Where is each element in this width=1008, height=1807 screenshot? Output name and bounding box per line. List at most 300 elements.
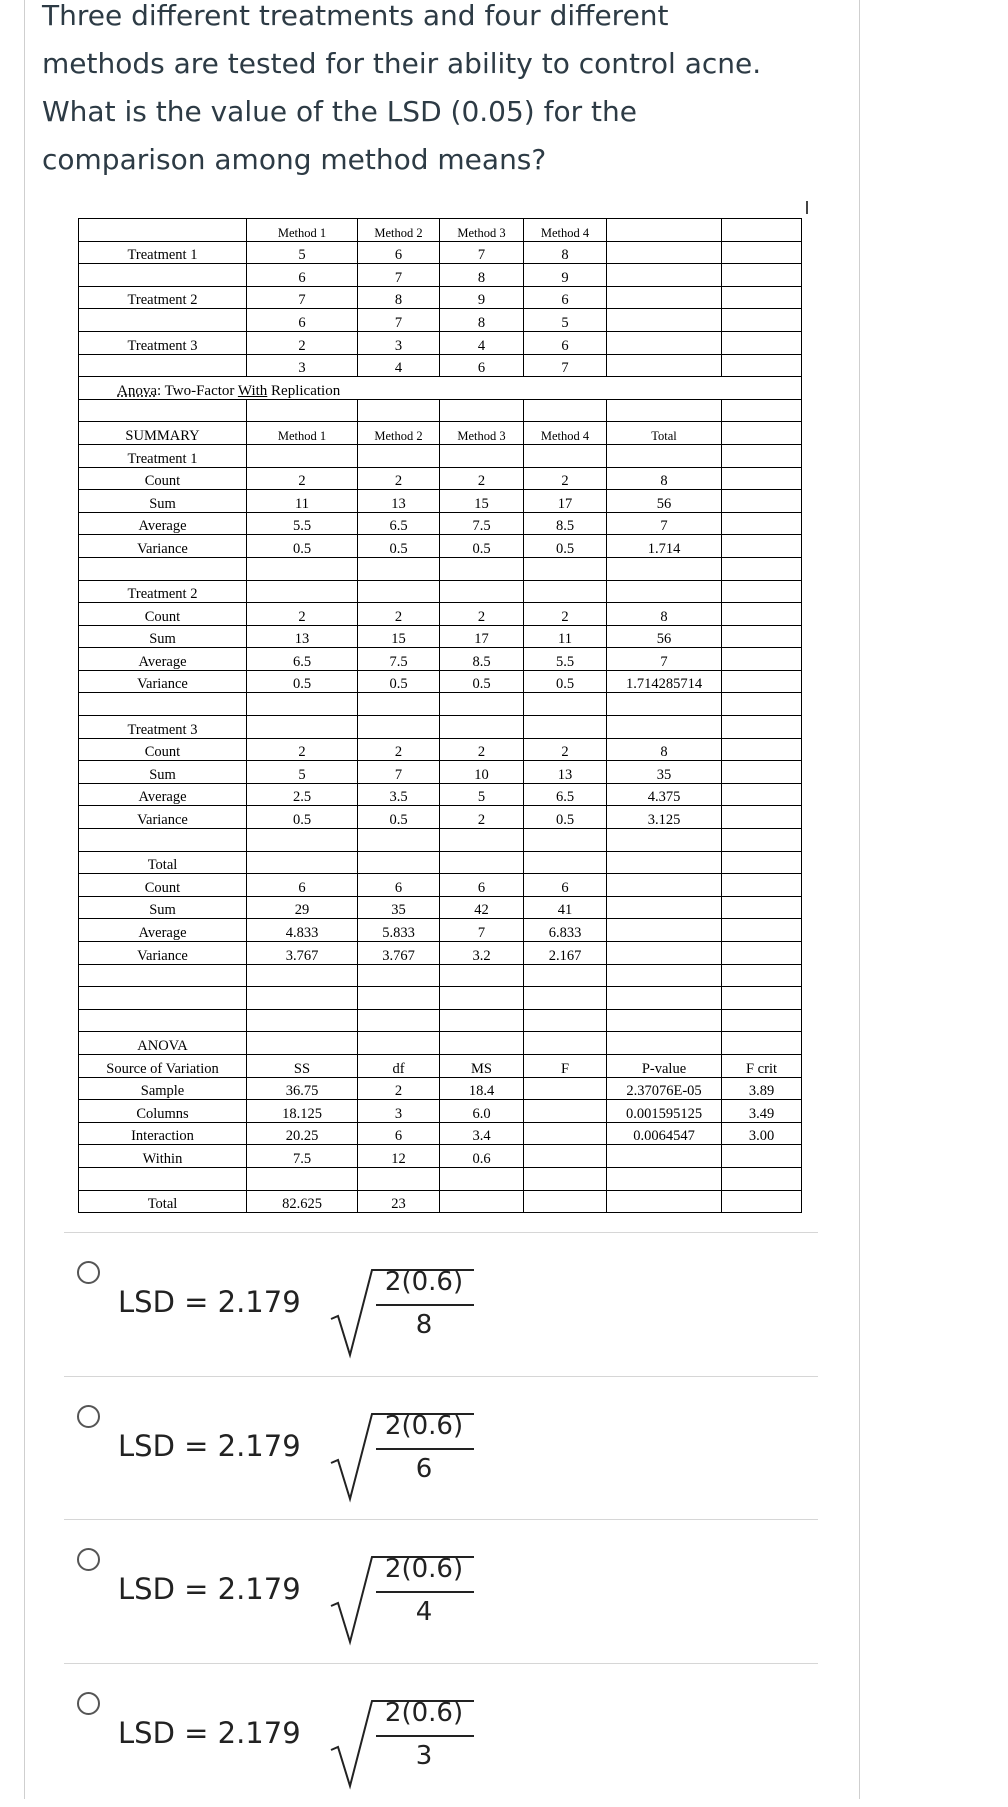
value-cell: 7.5 xyxy=(358,648,440,671)
value-cell xyxy=(440,851,524,874)
value-cell: 2 xyxy=(358,1077,440,1100)
anova-total-row xyxy=(79,1190,802,1213)
row-label-cell: Source of Variation xyxy=(79,1054,247,1077)
value-cell: 6 xyxy=(358,874,440,897)
value-cell: Method 4 xyxy=(524,422,607,445)
value-cell xyxy=(607,829,722,852)
value-cell xyxy=(722,1145,802,1168)
value-cell xyxy=(524,829,607,852)
value-cell xyxy=(607,241,722,264)
value-cell xyxy=(440,1167,524,1190)
value-cell: 8 xyxy=(607,467,722,490)
row-label-cell xyxy=(79,557,247,580)
value-cell: 5.5 xyxy=(524,648,607,671)
row-label-cell: Count xyxy=(79,467,247,490)
value-cell xyxy=(607,1145,722,1168)
value-cell: 3 xyxy=(358,1100,440,1123)
value-cell xyxy=(607,851,722,874)
value-cell: Method 1 xyxy=(247,422,358,445)
blank-row xyxy=(79,987,802,1010)
value-cell: 6 xyxy=(440,874,524,897)
summary-row xyxy=(79,942,802,965)
anova-word: Anova xyxy=(117,382,157,399)
value-cell xyxy=(440,1190,524,1213)
value-cell xyxy=(247,987,358,1010)
value-cell: 56 xyxy=(607,625,722,648)
value-cell xyxy=(607,1167,722,1190)
value-cell: 18.4 xyxy=(440,1077,524,1100)
summary-header-row xyxy=(79,422,802,445)
summary-row xyxy=(79,896,802,919)
value-cell: 0.5 xyxy=(247,670,358,693)
value-cell xyxy=(358,964,440,987)
summary-row xyxy=(79,806,802,829)
row-label-cell: Variance xyxy=(79,942,247,965)
value-cell: F crit xyxy=(722,1054,802,1077)
data-row xyxy=(79,331,802,354)
summary-row xyxy=(79,490,802,513)
formula-denominator: 6 xyxy=(415,1453,433,1484)
value-cell: 6 xyxy=(358,241,440,264)
row-label-cell: Treatment 3 xyxy=(79,331,247,354)
value-cell: 8 xyxy=(440,309,524,332)
value-cell: Method 4 xyxy=(524,219,607,242)
value-cell xyxy=(524,557,607,580)
value-cell xyxy=(358,829,440,852)
value-cell xyxy=(247,1032,358,1055)
value-cell xyxy=(722,1032,802,1055)
value-cell xyxy=(722,625,802,648)
summary-row xyxy=(79,874,802,897)
data-header-row xyxy=(79,219,802,242)
value-cell: 0.001595125 xyxy=(607,1100,722,1123)
radio-button-icon[interactable] xyxy=(77,1405,100,1428)
value-cell xyxy=(247,829,358,852)
row-label-cell: Average xyxy=(79,919,247,942)
summary-row xyxy=(79,467,802,490)
anova-label-row xyxy=(79,1032,802,1055)
value-cell: 7 xyxy=(440,919,524,942)
value-cell: 6.833 xyxy=(524,919,607,942)
value-cell: 36.75 xyxy=(247,1077,358,1100)
value-cell xyxy=(722,964,802,987)
value-cell: 2 xyxy=(358,603,440,626)
value-cell xyxy=(722,535,802,558)
value-cell: 7.5 xyxy=(440,512,524,535)
value-cell xyxy=(722,806,802,829)
formula-lhs: LSD = 2.179 xyxy=(118,1572,301,1606)
row-label-cell xyxy=(79,309,247,332)
summary-row xyxy=(79,512,802,535)
value-cell: 7 xyxy=(358,761,440,784)
value-cell xyxy=(358,444,440,467)
value-cell: 5 xyxy=(247,761,358,784)
row-label-cell: SUMMARY xyxy=(79,422,247,445)
value-cell: 8.5 xyxy=(440,648,524,671)
value-cell: 6 xyxy=(524,331,607,354)
value-cell xyxy=(722,987,802,1010)
value-cell: 3.5 xyxy=(358,783,440,806)
value-cell: 7.5 xyxy=(247,1145,358,1168)
value-cell xyxy=(722,783,802,806)
value-cell: 6 xyxy=(247,264,358,287)
value-cell xyxy=(722,1009,802,1032)
value-cell xyxy=(722,331,802,354)
value-cell: 2 xyxy=(247,331,358,354)
row-label-cell: Sum xyxy=(79,625,247,648)
value-cell xyxy=(722,422,802,445)
value-cell xyxy=(524,1032,607,1055)
answer-option[interactable] xyxy=(64,1663,818,1807)
value-cell xyxy=(722,490,802,513)
value-cell xyxy=(607,444,722,467)
value-cell: 8 xyxy=(440,264,524,287)
value-cell xyxy=(358,557,440,580)
value-cell: 2 xyxy=(440,467,524,490)
formula-numerator: 2(0.6) xyxy=(384,1267,464,1297)
value-cell xyxy=(247,716,358,739)
value-cell: 4.833 xyxy=(247,919,358,942)
value-cell xyxy=(722,829,802,852)
value-cell xyxy=(607,964,722,987)
anova-row xyxy=(79,1100,802,1123)
value-cell: 7 xyxy=(607,512,722,535)
row-label-cell xyxy=(79,219,247,242)
value-cell: 4 xyxy=(358,354,440,377)
row-label-cell: Count xyxy=(79,874,247,897)
value-cell: 56 xyxy=(607,490,722,513)
value-cell xyxy=(524,851,607,874)
value-cell: 0.5 xyxy=(524,670,607,693)
value-cell xyxy=(358,716,440,739)
value-cell xyxy=(722,309,802,332)
value-cell: Method 2 xyxy=(358,219,440,242)
value-cell xyxy=(358,1032,440,1055)
value-cell xyxy=(524,964,607,987)
value-cell: 4 xyxy=(440,331,524,354)
value-cell: 18.125 xyxy=(247,1100,358,1123)
value-cell xyxy=(607,987,722,1010)
value-cell xyxy=(440,964,524,987)
value-cell xyxy=(524,1167,607,1190)
value-cell xyxy=(440,444,524,467)
fraction-bar xyxy=(376,1448,474,1450)
value-cell: 12 xyxy=(358,1145,440,1168)
row-label-cell xyxy=(79,354,247,377)
value-cell: P-value xyxy=(607,1054,722,1077)
value-cell xyxy=(607,219,722,242)
value-cell: 41 xyxy=(524,896,607,919)
fraction-bar xyxy=(376,1304,474,1306)
value-cell xyxy=(524,693,607,716)
value-cell xyxy=(440,987,524,1010)
anova-row xyxy=(79,1122,802,1145)
value-cell: 5.5 xyxy=(247,512,358,535)
row-label-cell: Average xyxy=(79,648,247,671)
value-cell: 3.00 xyxy=(722,1122,802,1145)
value-cell xyxy=(247,399,358,422)
value-cell xyxy=(358,987,440,1010)
value-cell xyxy=(358,580,440,603)
block-title-row xyxy=(79,851,802,874)
value-cell: SS xyxy=(247,1054,358,1077)
row-label-cell: ANOVA xyxy=(79,1032,247,1055)
blank-row xyxy=(79,829,802,852)
value-cell: 15 xyxy=(358,625,440,648)
summary-row xyxy=(79,603,802,626)
value-cell: 6 xyxy=(440,354,524,377)
formula-denominator: 8 xyxy=(415,1310,433,1340)
radio-button-icon[interactable] xyxy=(77,1548,100,1571)
value-cell: 29 xyxy=(247,896,358,919)
value-cell: 0.5 xyxy=(358,670,440,693)
value-cell: 3.125 xyxy=(607,806,722,829)
value-cell: 20.25 xyxy=(247,1122,358,1145)
value-cell: 13 xyxy=(247,625,358,648)
value-cell: 6 xyxy=(524,874,607,897)
value-cell: 35 xyxy=(607,761,722,784)
value-cell xyxy=(607,354,722,377)
value-cell xyxy=(722,942,802,965)
value-cell: 0.5 xyxy=(247,535,358,558)
value-cell xyxy=(607,264,722,287)
row-label-cell xyxy=(79,693,247,716)
value-cell: 1.714285714 xyxy=(607,670,722,693)
value-cell: 9 xyxy=(524,264,607,287)
row-label-cell xyxy=(79,1167,247,1190)
row-label-cell xyxy=(79,1009,247,1032)
value-cell: 8 xyxy=(607,738,722,761)
radio-button-icon[interactable] xyxy=(77,1692,100,1715)
value-cell xyxy=(358,851,440,874)
summary-row xyxy=(79,738,802,761)
value-cell xyxy=(722,467,802,490)
row-label-cell: Columns xyxy=(79,1100,247,1123)
value-cell: 0.5 xyxy=(440,535,524,558)
value-cell: 82.625 xyxy=(247,1190,358,1213)
anova-row xyxy=(79,1077,802,1100)
value-cell xyxy=(722,444,802,467)
question-text: Three different treatments and four different methods are tested for their ability to control acne. What is the value of the LSD (0.05) for the comparison among method means? xyxy=(42,0,762,176)
value-cell: 8 xyxy=(607,603,722,626)
value-cell: 3.767 xyxy=(247,942,358,965)
value-cell: Method 2 xyxy=(358,422,440,445)
title-text: : Two-Factor xyxy=(157,382,238,399)
formula-numerator: 2(0.6) xyxy=(384,1697,464,1728)
value-cell xyxy=(607,874,722,897)
formula-lhs: LSD = 2.179 xyxy=(118,1715,301,1750)
row-label-cell: Average xyxy=(79,512,247,535)
row-label-cell: Total xyxy=(79,851,247,874)
radio-button-icon[interactable] xyxy=(77,1261,100,1284)
value-cell: 7 xyxy=(358,264,440,287)
value-cell xyxy=(607,331,722,354)
row-label-cell: Average xyxy=(79,783,247,806)
value-cell: 8.5 xyxy=(524,512,607,535)
value-cell: 6 xyxy=(358,1122,440,1145)
value-cell: 0.0064547 xyxy=(607,1122,722,1145)
formula-lhs: LSD = 2.179 xyxy=(118,1285,301,1319)
block-title-row xyxy=(79,716,802,739)
value-cell xyxy=(722,241,802,264)
blank-row xyxy=(79,557,802,580)
value-cell xyxy=(722,874,802,897)
value-cell: 6.5 xyxy=(524,783,607,806)
value-cell xyxy=(722,851,802,874)
value-cell: 9 xyxy=(440,286,524,309)
value-cell xyxy=(722,670,802,693)
value-cell: 42 xyxy=(440,896,524,919)
value-cell xyxy=(358,399,440,422)
value-cell: Method 3 xyxy=(440,219,524,242)
formula-denominator: 3 xyxy=(415,1740,433,1771)
value-cell xyxy=(247,851,358,874)
value-cell: df xyxy=(358,1054,440,1077)
value-cell: 0.6 xyxy=(440,1145,524,1168)
row-label-cell: Count xyxy=(79,603,247,626)
value-cell: 1.714 xyxy=(607,535,722,558)
with-word: With xyxy=(237,382,268,399)
value-cell xyxy=(524,987,607,1010)
text-cursor-icon xyxy=(806,201,808,214)
value-cell xyxy=(722,648,802,671)
data-row xyxy=(79,241,802,264)
value-cell xyxy=(358,1009,440,1032)
value-cell xyxy=(722,716,802,739)
value-cell xyxy=(524,1009,607,1032)
value-cell: 2 xyxy=(524,467,607,490)
value-cell: 13 xyxy=(358,490,440,513)
row-label-cell: Within xyxy=(79,1145,247,1168)
fraction-bar xyxy=(376,1591,474,1593)
summary-row xyxy=(79,670,802,693)
value-cell: 10 xyxy=(440,761,524,784)
value-cell xyxy=(607,1009,722,1032)
value-cell: 7 xyxy=(358,309,440,332)
blank-row xyxy=(79,1167,802,1190)
row-label-cell: Treatment 3 xyxy=(79,716,247,739)
row-label-cell: Treatment 1 xyxy=(79,241,247,264)
value-cell: 0.5 xyxy=(358,806,440,829)
value-cell: 35 xyxy=(358,896,440,919)
value-cell: 0.5 xyxy=(524,535,607,558)
formula-lhs: LSD = 2.179 xyxy=(118,1428,301,1463)
value-cell xyxy=(722,896,802,919)
value-cell xyxy=(440,716,524,739)
answer-option[interactable] xyxy=(64,1232,818,1376)
value-cell: 17 xyxy=(524,490,607,513)
answer-option[interactable] xyxy=(64,1376,818,1520)
value-cell: 2.167 xyxy=(524,942,607,965)
row-label-cell xyxy=(79,829,247,852)
value-cell: 6.5 xyxy=(358,512,440,535)
formula-numerator: 2(0.6) xyxy=(384,1410,464,1441)
summary-row xyxy=(79,648,802,671)
value-cell: 11 xyxy=(524,625,607,648)
value-cell xyxy=(440,1032,524,1055)
value-cell: 3.4 xyxy=(440,1122,524,1145)
value-cell xyxy=(524,1100,607,1123)
value-cell: Method 3 xyxy=(440,422,524,445)
value-cell: 2.5 xyxy=(247,783,358,806)
value-cell: 5.833 xyxy=(358,919,440,942)
data-row xyxy=(79,286,802,309)
value-cell: 3.89 xyxy=(722,1077,802,1100)
value-cell: 0.5 xyxy=(358,535,440,558)
summary-row xyxy=(79,625,802,648)
block-title-row xyxy=(79,580,802,603)
value-cell xyxy=(607,919,722,942)
answer-option[interactable] xyxy=(64,1519,818,1663)
value-cell xyxy=(358,693,440,716)
anova-title-row xyxy=(79,377,802,400)
value-cell: 2.37076E-05 xyxy=(607,1077,722,1100)
value-cell xyxy=(607,1032,722,1055)
value-cell xyxy=(722,286,802,309)
row-label-cell xyxy=(79,987,247,1010)
value-cell xyxy=(524,716,607,739)
value-cell: 2 xyxy=(247,603,358,626)
row-label-cell: Sum xyxy=(79,896,247,919)
anova-spreadsheet xyxy=(78,218,802,1213)
value-cell xyxy=(722,1167,802,1190)
value-cell: 6.5 xyxy=(247,648,358,671)
row-label-cell xyxy=(79,399,247,422)
value-cell xyxy=(524,399,607,422)
value-cell xyxy=(607,693,722,716)
value-cell: 11 xyxy=(247,490,358,513)
value-cell xyxy=(607,716,722,739)
value-cell: Total xyxy=(607,422,722,445)
value-cell: Method 1 xyxy=(247,219,358,242)
value-cell xyxy=(722,557,802,580)
value-cell xyxy=(524,1145,607,1168)
value-cell: 7 xyxy=(607,648,722,671)
block-title-row xyxy=(79,444,802,467)
value-cell: 8 xyxy=(358,286,440,309)
value-cell: 2 xyxy=(440,738,524,761)
value-cell: 3 xyxy=(247,354,358,377)
value-cell xyxy=(722,354,802,377)
value-cell xyxy=(440,580,524,603)
blank-row xyxy=(79,964,802,987)
value-cell xyxy=(722,399,802,422)
value-cell xyxy=(524,444,607,467)
value-cell: 13 xyxy=(524,761,607,784)
value-cell: 6.0 xyxy=(440,1100,524,1123)
value-cell: 2 xyxy=(440,806,524,829)
row-label-cell: Count xyxy=(79,738,247,761)
value-cell xyxy=(722,693,802,716)
value-cell xyxy=(524,1190,607,1213)
value-cell xyxy=(607,557,722,580)
value-cell: 4.375 xyxy=(607,783,722,806)
value-cell: 6 xyxy=(247,309,358,332)
value-cell xyxy=(524,1122,607,1145)
value-cell xyxy=(440,557,524,580)
value-cell xyxy=(607,286,722,309)
blank-row xyxy=(79,1009,802,1032)
value-cell xyxy=(440,399,524,422)
row-label-cell: Total xyxy=(79,1190,247,1213)
value-cell: 3 xyxy=(358,331,440,354)
value-cell: MS xyxy=(440,1054,524,1077)
value-cell xyxy=(607,309,722,332)
value-cell xyxy=(607,1190,722,1213)
value-cell xyxy=(722,761,802,784)
value-cell: 7 xyxy=(247,286,358,309)
data-row xyxy=(79,309,802,332)
